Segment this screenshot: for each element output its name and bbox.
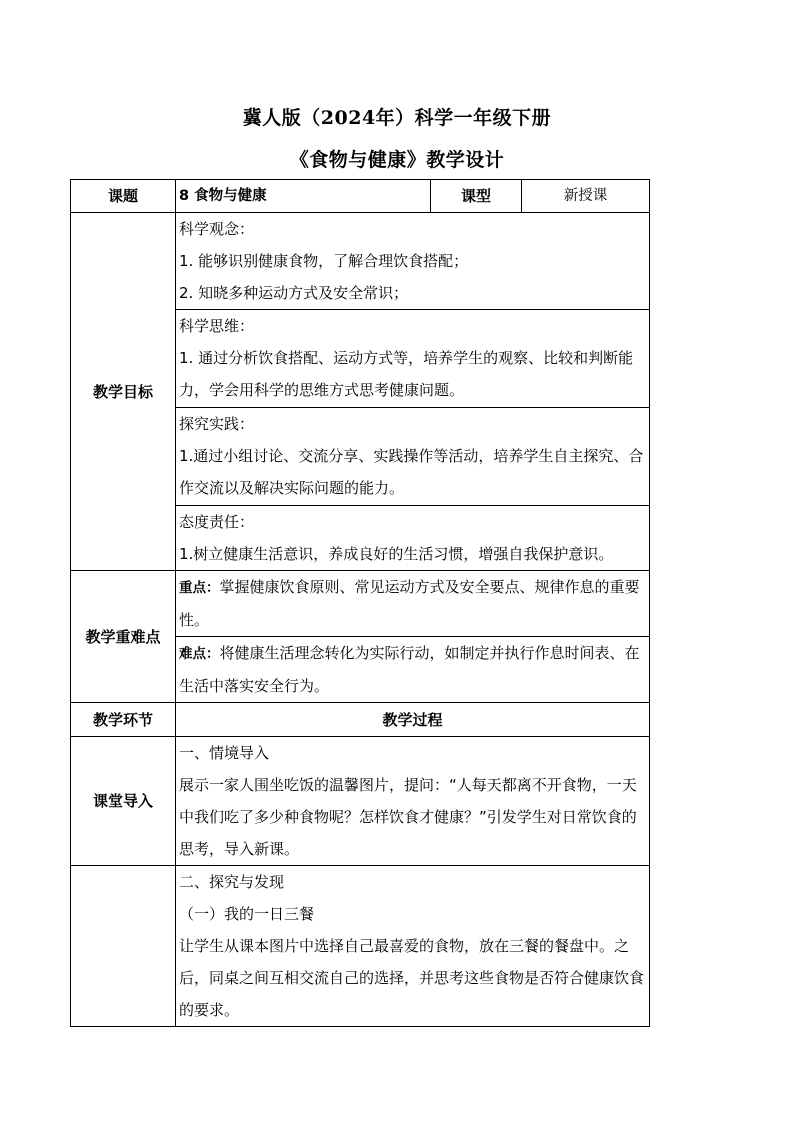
intro-text: 展示一家人围坐吃饭的温馨图片，提问：“人每天都离不开食物，一天中我们吃了多少种食物呢？怎样饮食才健康？”引发学生对日常饮食的思考，导入新课。 [179,776,637,858]
section-heading: 科学观念： [179,220,255,238]
stage-header: 教学环节 [71,703,176,737]
section-heading: 探究实践： [179,415,255,433]
explore-text: 让学生从课本图片中选择自己最喜爱的食物，放在三餐的餐盘中。之后，同桌之间互相交流自己的选择，并思考这些食物是否符合健康饮食的要求。 [179,937,645,1019]
key-point-cell [176,571,650,637]
objective-science-thinking [176,310,650,408]
intro-label: 课堂导入 [71,737,176,866]
topic-label: 课题 [71,180,176,213]
process-header: 教学过程 [176,703,650,737]
type-label: 课型 [431,180,522,213]
key-point-text: 掌握健康饮食原则、常见运动方式及安全要点、规律作息的重要性。 [179,578,640,629]
intro-content [176,737,650,866]
section-heading: 科学思维： [179,317,255,335]
objective-line: 1. 通过分析饮食搭配、运动方式等，培养学生的观察、比较和判断能力，学会用科学的思维方式思考健康问题。 [179,349,634,399]
document-subtitle: 《食物与健康》教学设计 [289,149,505,171]
lesson-plan-table [70,179,650,1027]
explore-label [71,866,176,1027]
objective-line: 1.树立健康生活意识，养成良好的生活习惯，增强自我保护意识。 [179,545,614,563]
intro-heading: 一、情境导入 [179,744,270,762]
key-point-label: 重点： [179,580,220,596]
type-value: 新授课 [522,180,650,213]
difficult-point-text: 将健康生活理念转化为实际行动，如制定并执行作息时间表、在生活中落实安全行为。 [179,644,640,695]
explore-content [176,866,650,1027]
objective-line: 1.通过小组讨论、交流分享、实践操作等活动，培养学生自主探究、合作交流以及解决实际问题的能力。 [179,447,644,497]
objective-attitude-responsibility [176,506,650,571]
objectives-label: 教学目标 [71,213,176,571]
difficult-point-label: 难点： [179,646,220,662]
difficult-point-cell [176,637,650,703]
section-heading: 态度责任： [179,513,255,531]
document-title: 冀人版（2024年）科学一年级下册 [242,107,552,129]
objective-science-concept [176,213,650,310]
objective-line: 2. 知晓多种运动方式及安全常识； [179,284,409,302]
objective-line: 1. 能够识别健康食物，了解合理饮食搭配； [179,252,469,270]
objective-inquiry-practice [176,408,650,506]
topic-value: 8 食物与健康 [176,180,431,213]
explore-heading: 二、探究与发现 [179,873,285,891]
header-row [71,180,650,213]
explore-subheading: （一）我的一日三餐 [179,905,315,923]
key-points-label: 教学重难点 [71,571,176,703]
